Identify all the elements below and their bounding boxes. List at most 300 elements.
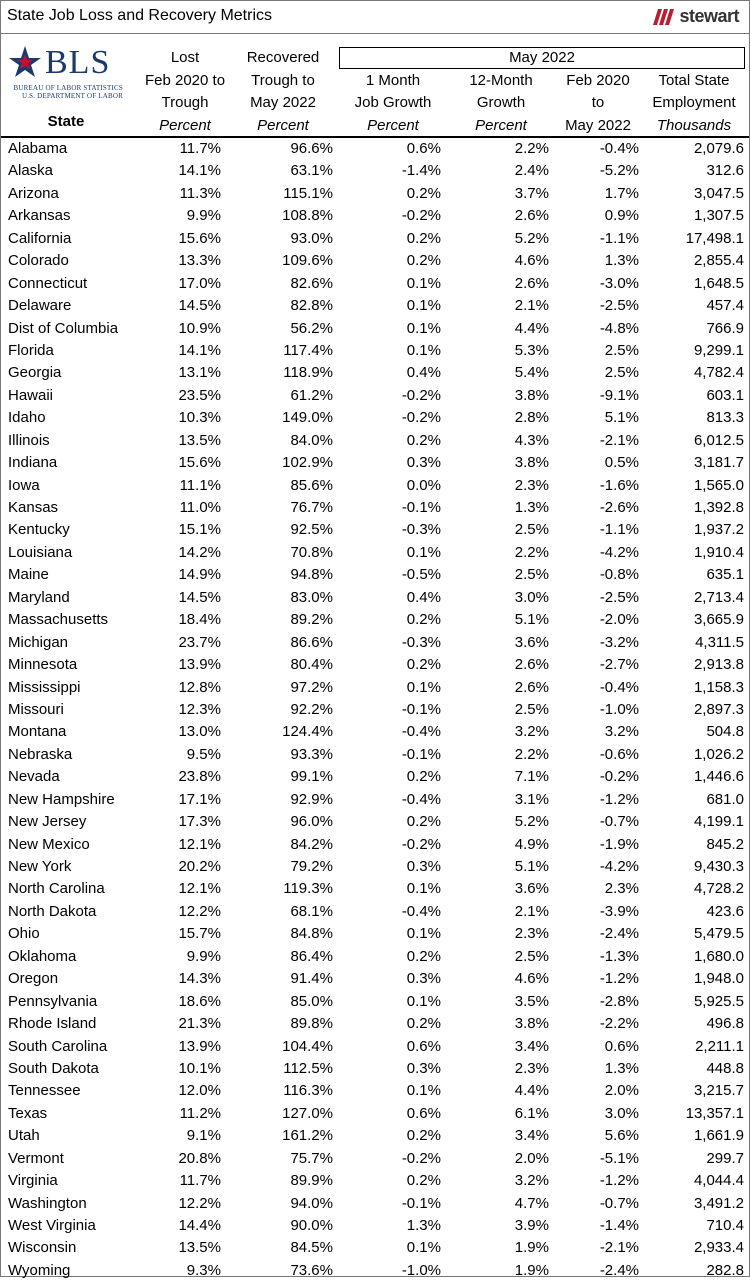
lost-cell: 10.9% xyxy=(178,319,221,337)
recovered-cell: 82.6% xyxy=(290,274,333,292)
lost-cell: 15.6% xyxy=(178,454,221,472)
employment-cell: 2,897.3 xyxy=(693,700,744,718)
feb2020-to-may2022-cell: 1.7% xyxy=(604,184,639,202)
feb2020-to-may2022-cell: -1.0% xyxy=(599,700,639,718)
employment-cell: 299.7 xyxy=(706,1149,744,1167)
one-month-cell: 0.1% xyxy=(406,297,441,315)
state-cell: Kansas xyxy=(8,499,59,516)
feb2020-to-may2022-cell: 5.1% xyxy=(604,409,639,427)
feb2020-to-may2022-cell: -4.8% xyxy=(599,319,639,337)
employment-cell: 9,430.3 xyxy=(693,858,744,875)
table-row xyxy=(1,273,749,295)
table-row xyxy=(1,385,749,407)
twelve-month-cell: 3.8% xyxy=(514,1015,549,1033)
lost-cell: 11.1% xyxy=(179,476,221,494)
lost-cell: 10.3% xyxy=(178,409,221,427)
table-row xyxy=(1,1215,749,1237)
one-month-cell: 0.1% xyxy=(406,341,441,359)
employment-cell: 2,079.6 xyxy=(693,140,744,157)
one-month-cell: -0.1% xyxy=(401,745,441,763)
state-cell: Idaho xyxy=(8,409,46,427)
lost-cell: 14.1% xyxy=(178,162,221,180)
employment-cell: 1,158.3 xyxy=(693,678,744,696)
table-row xyxy=(1,1058,749,1080)
twelve-month-cell: 5.1% xyxy=(514,611,549,629)
table-row xyxy=(1,968,749,990)
lost-cell: 21.3% xyxy=(178,1015,221,1033)
twelve-month-cell: 3.1% xyxy=(514,790,549,808)
twelve-month-cell: 3.0% xyxy=(514,588,549,606)
state-cell: California xyxy=(8,229,72,247)
one-month-cell: 0.1% xyxy=(406,319,441,337)
table-row xyxy=(1,699,749,721)
table-row xyxy=(1,923,749,945)
state-cell: West Virginia xyxy=(8,1217,96,1234)
one-month-cell: 0.1% xyxy=(406,678,441,696)
employment-cell: 4,728.2 xyxy=(693,880,744,898)
recovered-cell: 92.9% xyxy=(290,790,333,808)
twelve-month-cell: 4.6% xyxy=(514,252,549,270)
table-row xyxy=(1,564,749,586)
feb2020-to-may2022-cell: -0.4% xyxy=(599,140,639,157)
recovered-cell: 61.2% xyxy=(290,386,333,404)
state-cell: Vermont xyxy=(8,1149,64,1167)
employment-cell: 3,215.7 xyxy=(693,1082,744,1100)
lost-cell: 9.1% xyxy=(186,1127,221,1145)
one-month-cell: -0.2% xyxy=(401,386,441,404)
lost-cell: 12.8% xyxy=(178,678,221,696)
feb2020-to-may2022-cell: 3.2% xyxy=(604,723,639,741)
table-row xyxy=(1,318,749,340)
feb2020-to-may2022-cell: -2.5% xyxy=(599,297,639,315)
state-cell: Georgia xyxy=(8,364,62,382)
twelve-month-cell: 2.1% xyxy=(514,902,549,920)
recovered-cell: 80.4% xyxy=(290,656,333,674)
column-header-1-month: 1 Month Job Growth Percent xyxy=(354,71,432,134)
state-cell: Nebraska xyxy=(8,745,73,763)
one-month-cell: -0.3% xyxy=(401,633,441,651)
column-header-lost: Lost Feb 2020 to Trough Percent xyxy=(144,49,226,134)
one-month-cell: 0.1% xyxy=(406,543,441,561)
table-row xyxy=(1,744,749,766)
state-cell: Arizona xyxy=(8,184,59,202)
state-cell: Oklahoma xyxy=(8,947,77,965)
lost-cell: 11.2% xyxy=(179,1104,221,1122)
twelve-month-cell: 3.4% xyxy=(514,1127,549,1145)
employment-cell: 1,392.8 xyxy=(693,499,744,516)
twelve-month-cell: 4.9% xyxy=(514,835,549,853)
one-month-cell: 0.2% xyxy=(406,768,441,786)
one-month-cell: 0.3% xyxy=(406,970,441,988)
lost-cell: 14.4% xyxy=(178,1217,221,1234)
recovered-cell: 84.5% xyxy=(290,1239,333,1257)
one-month-cell: -0.1% xyxy=(401,499,441,516)
feb2020-to-may2022-cell: -2.0% xyxy=(599,611,639,629)
state-cell: Nevada xyxy=(8,768,60,786)
lost-cell: 9.9% xyxy=(186,947,221,965)
employment-cell: 1,446.6 xyxy=(693,768,744,786)
table-row xyxy=(1,1013,749,1035)
one-month-cell: 0.2% xyxy=(406,813,441,831)
state-cell: Texas xyxy=(8,1104,48,1122)
one-month-cell: 0.3% xyxy=(406,858,441,875)
lost-cell: 10.1% xyxy=(178,1059,221,1077)
state-cell: Rhode Island xyxy=(8,1015,97,1033)
feb2020-to-may2022-cell: 1.3% xyxy=(604,252,639,270)
twelve-month-cell: 1.9% xyxy=(514,1239,549,1257)
table-row xyxy=(1,1125,749,1147)
lost-cell: 15.1% xyxy=(178,521,221,539)
state-cell: Virginia xyxy=(8,1172,58,1190)
state-cell: Utah xyxy=(8,1127,40,1145)
employment-cell: 9,299.1 xyxy=(693,341,744,359)
table-row xyxy=(1,1237,749,1259)
recovered-cell: 93.0% xyxy=(290,229,333,247)
table-row xyxy=(1,632,749,654)
employment-cell: 1,648.5 xyxy=(693,274,744,292)
table-row xyxy=(1,856,749,878)
table-row xyxy=(1,1260,749,1282)
twelve-month-cell: 3.4% xyxy=(514,1037,549,1055)
feb2020-to-may2022-cell: -2.8% xyxy=(599,992,639,1010)
recovered-cell: 82.8% xyxy=(290,297,333,315)
employment-cell: 813.3 xyxy=(706,409,744,427)
twelve-month-cell: 5.2% xyxy=(514,229,549,247)
one-month-cell: 0.1% xyxy=(406,992,441,1010)
lost-cell: 18.4% xyxy=(178,611,221,629)
lost-cell: 11.0% xyxy=(179,499,221,516)
employment-cell: 2,933.4 xyxy=(693,1239,744,1257)
recovered-cell: 104.4% xyxy=(282,1037,333,1055)
employment-cell: 4,782.4 xyxy=(693,364,744,382)
state-cell: New Mexico xyxy=(8,835,90,853)
feb2020-to-may2022-cell: 0.5% xyxy=(604,454,639,472)
table-row xyxy=(1,519,749,541)
twelve-month-cell: 2.1% xyxy=(514,297,549,315)
lost-cell: 14.3% xyxy=(178,970,221,988)
feb2020-to-may2022-cell: -2.5% xyxy=(599,588,639,606)
recovered-cell: 68.1% xyxy=(290,902,333,920)
feb2020-to-may2022-cell: -4.2% xyxy=(599,858,639,875)
table-row xyxy=(1,946,749,968)
lost-cell: 9.9% xyxy=(186,207,221,225)
state-cell: Washington xyxy=(8,1194,87,1212)
state-cell: Iowa xyxy=(8,476,40,494)
twelve-month-cell: 2.6% xyxy=(514,656,549,674)
feb2020-to-may2022-cell: -1.1% xyxy=(599,229,639,247)
recovered-cell: 124.4% xyxy=(282,723,333,741)
table-row xyxy=(1,721,749,743)
table-row xyxy=(1,497,749,519)
employment-cell: 635.1 xyxy=(706,566,744,584)
employment-cell: 6,012.5 xyxy=(693,431,744,449)
feb2020-to-may2022-cell: -0.7% xyxy=(599,1194,639,1212)
one-month-cell: -0.1% xyxy=(401,1194,441,1212)
lost-cell: 23.5% xyxy=(178,386,221,404)
table-row xyxy=(1,160,749,182)
twelve-month-cell: 2.4% xyxy=(514,162,549,180)
employment-cell: 3,047.5 xyxy=(693,184,744,202)
twelve-month-cell: 3.2% xyxy=(514,723,549,741)
feb2020-to-may2022-cell: 0.9% xyxy=(604,207,639,225)
table-row xyxy=(1,1036,749,1058)
lost-cell: 17.3% xyxy=(178,813,221,831)
one-month-cell: 0.4% xyxy=(406,588,441,606)
recovered-cell: 84.0% xyxy=(290,431,333,449)
page-title: State Job Loss and Recovery Metrics xyxy=(7,7,273,24)
table-row xyxy=(1,138,749,160)
state-cell: Mississippi xyxy=(8,678,81,696)
twelve-month-cell: 4.4% xyxy=(514,1082,549,1100)
one-month-cell: 0.2% xyxy=(406,431,441,449)
one-month-cell: -0.2% xyxy=(401,207,441,225)
one-month-cell: 0.0% xyxy=(406,476,441,494)
state-cell: Colorado xyxy=(8,252,69,270)
feb2020-to-may2022-cell: -1.9% xyxy=(599,835,639,853)
one-month-cell: -0.4% xyxy=(401,790,441,808)
table-row xyxy=(1,295,749,317)
one-month-cell: 0.2% xyxy=(406,611,441,629)
twelve-month-cell: 2.5% xyxy=(514,566,549,584)
state-cell: Kentucky xyxy=(8,521,70,539)
recovered-cell: 84.8% xyxy=(290,925,333,943)
one-month-cell: 0.2% xyxy=(406,1015,441,1033)
employment-cell: 1,661.9 xyxy=(693,1127,744,1145)
twelve-month-cell: 4.3% xyxy=(514,431,549,449)
table-row xyxy=(1,1193,749,1215)
lost-cell: 20.8% xyxy=(178,1149,221,1167)
feb2020-to-may2022-cell: 0.6% xyxy=(604,1037,639,1055)
state-cell: Oregon xyxy=(8,970,59,988)
lost-cell: 12.3% xyxy=(178,700,221,718)
one-month-cell: -0.5% xyxy=(401,566,441,584)
recovered-cell: 70.8% xyxy=(290,543,333,561)
lost-cell: 17.0% xyxy=(178,274,221,292)
feb2020-to-may2022-cell: -1.6% xyxy=(599,476,639,494)
column-header-total-employment: Total State Employment Thousands xyxy=(652,71,736,134)
employment-cell: 1,565.0 xyxy=(693,476,744,494)
state-cell: Indiana xyxy=(8,454,58,472)
feb2020-to-may2022-cell: -0.2% xyxy=(599,768,639,786)
one-month-cell: 0.1% xyxy=(406,274,441,292)
table-row xyxy=(1,205,749,227)
employment-cell: 2,713.4 xyxy=(693,588,744,606)
table-body xyxy=(1,138,749,1282)
one-month-cell: -1.4% xyxy=(401,162,441,180)
one-month-cell: 0.1% xyxy=(406,880,441,898)
lost-cell: 13.5% xyxy=(178,431,221,449)
feb2020-to-may2022-cell: 2.5% xyxy=(604,364,639,382)
table-row xyxy=(1,183,749,205)
lost-cell: 9.5% xyxy=(186,745,221,763)
state-cell: South Dakota xyxy=(8,1059,99,1077)
feb2020-to-may2022-cell: -9.1% xyxy=(599,386,639,404)
feb2020-to-may2022-cell: -0.6% xyxy=(599,745,639,763)
twelve-month-cell: 2.5% xyxy=(514,521,549,539)
feb2020-to-may2022-cell: -3.2% xyxy=(599,633,639,651)
twelve-month-cell: 3.8% xyxy=(514,386,549,404)
lost-cell: 14.5% xyxy=(178,297,221,315)
table-row xyxy=(1,677,749,699)
recovered-cell: 118.9% xyxy=(283,364,333,382)
state-cell: Arkansas xyxy=(8,207,71,225)
column-header-feb2020-to-may2022: Feb 2020 to May 2022 xyxy=(565,71,631,134)
one-month-cell: 0.2% xyxy=(406,184,441,202)
state-cell: Wyoming xyxy=(8,1261,71,1279)
bls-logo-subtitle: BUREAU OF LABOR STATISTICS U.S. DEPARTMENT OF LABOR xyxy=(13,84,123,100)
recovered-cell: 93.3% xyxy=(290,745,333,763)
employment-cell: 1,307.5 xyxy=(693,207,744,225)
feb2020-to-may2022-cell: -2.4% xyxy=(599,1261,639,1279)
state-cell: New York xyxy=(8,858,72,875)
recovered-cell: 102.9% xyxy=(282,454,333,472)
employment-cell: 4,044.4 xyxy=(693,1172,744,1190)
recovered-cell: 127.0% xyxy=(282,1104,333,1122)
employment-cell: 1,026.2 xyxy=(693,745,744,763)
employment-cell: 4,199.1 xyxy=(693,813,744,831)
employment-cell: 2,855.4 xyxy=(693,252,744,270)
state-cell: Maryland xyxy=(8,588,70,606)
employment-cell: 1,948.0 xyxy=(693,970,744,988)
lost-cell: 12.2% xyxy=(178,902,221,920)
state-cell: Minnesota xyxy=(8,656,78,674)
recovered-cell: 119.3% xyxy=(283,880,333,898)
one-month-cell: 0.2% xyxy=(406,1127,441,1145)
twelve-month-cell: 3.6% xyxy=(514,633,549,651)
table-row xyxy=(1,991,749,1013)
feb2020-to-may2022-cell: -3.0% xyxy=(599,274,639,292)
state-cell: Dist of Columbia xyxy=(8,319,119,337)
lost-cell: 11.3% xyxy=(179,184,221,202)
feb2020-to-may2022-cell: -1.1% xyxy=(599,521,639,539)
employment-cell: 312.6 xyxy=(706,162,744,180)
lost-cell: 12.1% xyxy=(178,835,221,853)
twelve-month-cell: 1.3% xyxy=(514,499,549,516)
recovered-cell: 75.7% xyxy=(290,1149,333,1167)
twelve-month-cell: 2.5% xyxy=(514,947,549,965)
feb2020-to-may2022-cell: -2.1% xyxy=(599,431,639,449)
column-header-12-month: 12-Month Growth Percent xyxy=(469,71,533,134)
twelve-month-cell: 3.2% xyxy=(514,1172,549,1190)
twelve-month-cell: 2.5% xyxy=(514,700,549,718)
employment-cell: 1,910.4 xyxy=(693,543,744,561)
feb2020-to-may2022-cell: -2.4% xyxy=(599,925,639,943)
employment-cell: 423.6 xyxy=(706,902,744,920)
one-month-cell: -0.1% xyxy=(401,700,441,718)
employment-cell: 3,665.9 xyxy=(693,611,744,629)
feb2020-to-may2022-cell: 2.3% xyxy=(604,880,639,898)
employment-cell: 496.8 xyxy=(706,1015,744,1033)
one-month-cell: 0.2% xyxy=(406,229,441,247)
table-row xyxy=(1,228,749,250)
one-month-cell: -0.2% xyxy=(401,835,441,853)
recovered-cell: 90.0% xyxy=(290,1217,333,1234)
state-cell: Michigan xyxy=(8,633,69,651)
stewart-slash-logo-icon xyxy=(647,7,677,27)
state-cell: Tennessee xyxy=(8,1082,81,1100)
recovered-cell: 117.4% xyxy=(283,341,333,359)
twelve-month-cell: 4.6% xyxy=(514,970,549,988)
employment-cell: 710.4 xyxy=(706,1217,744,1234)
twelve-month-cell: 2.0% xyxy=(514,1149,549,1167)
state-cell: Florida xyxy=(8,341,54,359)
employment-cell: 2,913.8 xyxy=(693,656,744,674)
state-cell: Maine xyxy=(8,566,49,584)
table-row xyxy=(1,609,749,631)
recovered-cell: 85.0% xyxy=(290,992,333,1010)
lost-cell: 13.9% xyxy=(178,1037,221,1055)
feb2020-to-may2022-cell: 5.6% xyxy=(604,1127,639,1145)
lost-cell: 9.3% xyxy=(186,1261,221,1279)
recovered-cell: 89.2% xyxy=(290,611,333,629)
twelve-month-cell: 2.2% xyxy=(514,140,549,157)
table-row xyxy=(1,587,749,609)
title-bar xyxy=(1,1,749,34)
lost-cell: 11.7% xyxy=(179,1172,221,1190)
recovered-cell: 83.0% xyxy=(290,588,333,606)
lost-cell: 11.7% xyxy=(179,140,221,157)
employment-cell: 5,925.5 xyxy=(693,992,744,1010)
employment-cell: 457.4 xyxy=(706,297,744,315)
recovered-cell: 108.8% xyxy=(282,207,333,225)
bls-logo xyxy=(7,44,123,104)
lost-cell: 18.6% xyxy=(178,992,221,1010)
table-row xyxy=(1,250,749,272)
lost-cell: 15.6% xyxy=(178,229,221,247)
feb2020-to-may2022-cell: 3.0% xyxy=(604,1104,639,1122)
recovered-cell: 149.0% xyxy=(282,409,333,427)
state-cell: New Jersey xyxy=(8,813,87,831)
twelve-month-cell: 3.9% xyxy=(514,1217,549,1234)
one-month-cell: 0.1% xyxy=(406,925,441,943)
one-month-cell: 0.2% xyxy=(406,1172,441,1190)
twelve-month-cell: 2.8% xyxy=(514,409,549,427)
employment-cell: 5,479.5 xyxy=(693,925,744,943)
recovered-cell: 73.6% xyxy=(290,1261,333,1279)
one-month-cell: 0.3% xyxy=(406,1059,441,1077)
recovered-cell: 86.6% xyxy=(290,633,333,651)
state-cell: Missouri xyxy=(8,700,64,718)
twelve-month-cell: 6.1% xyxy=(514,1104,549,1122)
recovered-cell: 92.5% xyxy=(290,521,333,539)
column-header-state: State xyxy=(47,113,85,130)
one-month-cell: -0.2% xyxy=(401,1149,441,1167)
feb2020-to-may2022-cell: -4.2% xyxy=(599,543,639,561)
recovered-cell: 92.2% xyxy=(290,700,333,718)
table-row xyxy=(1,901,749,923)
lost-cell: 23.8% xyxy=(178,768,221,786)
feb2020-to-may2022-cell: -5.1% xyxy=(599,1149,639,1167)
feb2020-to-may2022-cell: -1.2% xyxy=(599,1172,639,1190)
twelve-month-cell: 3.7% xyxy=(514,184,549,202)
one-month-cell: -0.2% xyxy=(401,409,441,427)
twelve-month-cell: 2.6% xyxy=(514,678,549,696)
table-row xyxy=(1,1148,749,1170)
bls-logo-text: BLS xyxy=(45,44,111,81)
feb2020-to-may2022-cell: -5.2% xyxy=(599,162,639,180)
twelve-month-cell: 5.1% xyxy=(514,858,549,875)
column-header-recovered: Recovered Trough to May 2022 Percent xyxy=(246,49,320,134)
table-row xyxy=(1,542,749,564)
table-row xyxy=(1,789,749,811)
table-row xyxy=(1,452,749,474)
state-cell: Alabama xyxy=(8,140,68,157)
table-row xyxy=(1,1080,749,1102)
lost-cell: 13.9% xyxy=(178,656,221,674)
employment-cell: 1,680.0 xyxy=(693,947,744,965)
feb2020-to-may2022-cell: -0.8% xyxy=(599,566,639,584)
state-cell: Delaware xyxy=(8,297,72,315)
